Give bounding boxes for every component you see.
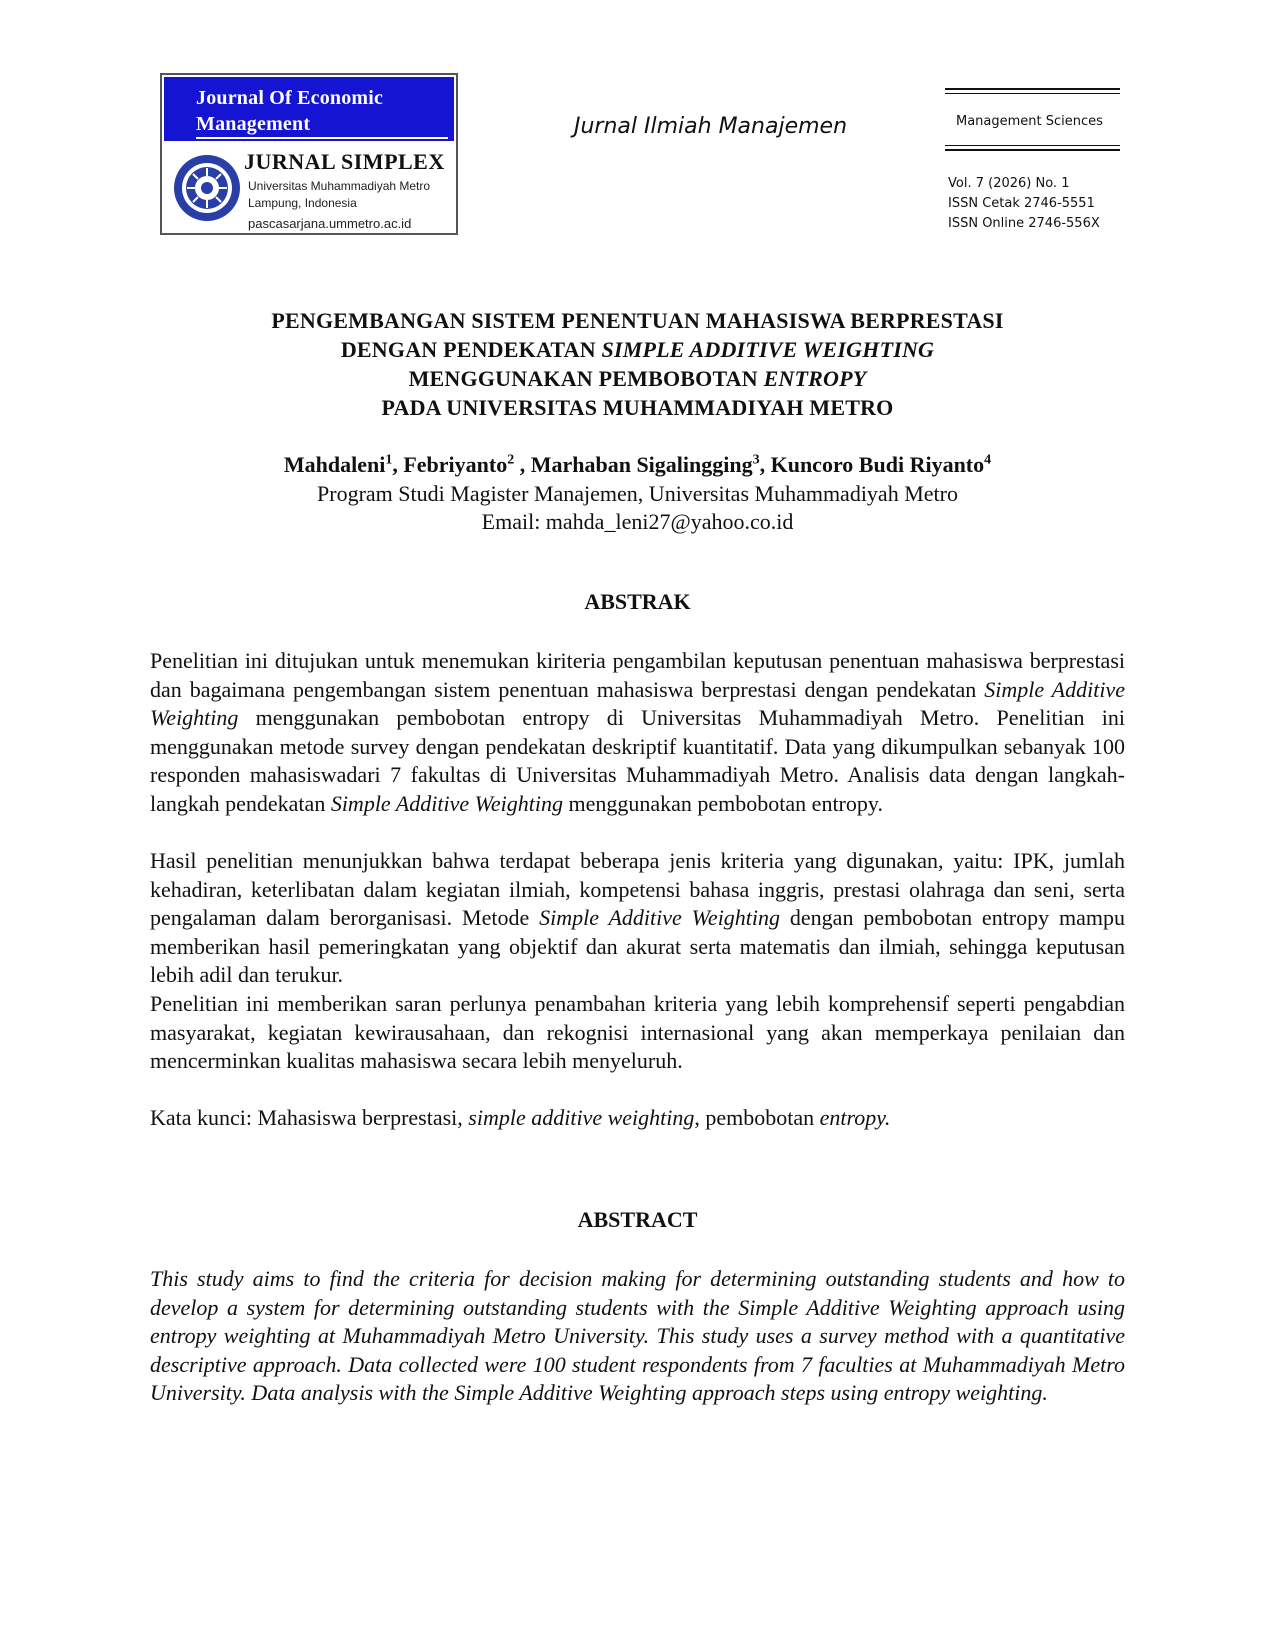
logo-website: pascasarjana.ummetro.ac.id <box>248 216 412 231</box>
logo-banner <box>164 77 454 141</box>
abstract-heading: ABSTRACT <box>577 1207 698 1232</box>
author-separator: , <box>759 452 771 477</box>
title-line4: PADA UNIVERSITAS MUHAMMADIYAH METRO <box>381 395 894 420</box>
issn-print: ISSN Cetak 2746-5551 <box>948 196 1095 211</box>
volume-number: Vol. 7 (2026) No. 1 <box>948 176 1070 191</box>
abstrak-text: menggunakan pembobotan entropy di Universitas Muhammadiyah Metro. Penelitian ini menggunakan metode survey dengan pendekatan deskriptif kuantitatif. Data yang dikumpulkan sebanyak 100 responden mahasiswadari 7 fakultas di Universitas Muhammadiyah Metro. Analisis data dengan langkah-langkah pendekatan <box>150 705 1125 816</box>
author-affiliation-mark: 4 <box>984 452 992 468</box>
title-line1: PENGEMBANGAN SISTEM PENENTUAN MAHASISWA BERPRESTASI <box>271 308 1004 333</box>
journal-field: Management Sciences <box>956 114 1103 129</box>
issn-online: ISSN Online 2746-556X <box>948 216 1100 231</box>
abstrak-italic: Simple Additive Weighting <box>330 790 564 816</box>
abstrak-italic: Simple Additive Weighting <box>150 676 1125 731</box>
abstrak-paragraph-1 <box>150 647 1125 819</box>
header-rule <box>945 93 1120 94</box>
keywords-text: Kata kunci: Mahasiswa berprestasi, <box>150 1105 469 1130</box>
affiliation-block <box>150 480 1125 536</box>
abstrak-heading: ABSTRAK <box>584 589 691 614</box>
abstract-paragraph: This study aims to find the criteria for decision making for determining outstanding students and how to develop a system for determining outstanding students with the Simple Additive Weighting approach using entropy weighting at Muhammadiyah Metro University. This study uses a survey method with a quantitative descriptive approach. Data collected were 100 student respondents from 7 faculties at Muhammadiyah Metro University. Data analysis with the Simple Additive Weighting approach steps using entropy weighting. <box>150 1266 1125 1406</box>
header-rule <box>945 149 1120 151</box>
abstrak-text: dengan pembobotan entropy mampu memberikan hasil pemeringkatan yang objektif dan akurat serta matematis dan ilmiah, sehingga keputusan lebih adil dan terukur. <box>150 905 1125 988</box>
logo-banner-line1: Journal Of Economic <box>196 87 384 109</box>
logo-banner-line2: Management <box>196 113 311 135</box>
author-email: Email: mahda_leni27@yahoo.co.id <box>481 509 794 534</box>
keywords-text: , pembobotan <box>694 1105 820 1130</box>
abstrak-text: Hasil penelitian menunjukkan bahwa terdapat beberapa jenis kriteria yang digunakan, yaitu: IPK, jumlah kehadiran, keterlibatan dalam kegiatan ilmiah, kompetensi bahasa inggris, prestasi olahraga dan seni, serta pengalaman dalam berorganisasi. Metode <box>150 848 1125 931</box>
logo-banner-underline <box>196 137 448 139</box>
author-name: Febriyanto <box>403 452 508 477</box>
abstrak-text: Penelitian ini ditujukan untuk menemukan kiriteria pengambilan keputusan penentuan mahasiswa berprestasi dan bagaimana pengembangan sistem penentuan mahasiswa berprestasi dengan pendekatan <box>150 648 1125 702</box>
university-seal-icon <box>172 153 242 223</box>
author-affiliation-mark: 1 <box>385 452 393 468</box>
title-line3 <box>150 364 1125 393</box>
author-affiliation-mark: 2 <box>507 452 515 468</box>
paper-title <box>150 306 1125 422</box>
keywords <box>150 1104 1125 1133</box>
affiliation: Program Studi Magister Manajemen, Universitas Muhammadiyah Metro <box>317 481 958 506</box>
header-rule <box>945 145 1120 146</box>
abstrak-italic: Simple Additive Weighting <box>539 905 781 931</box>
title-line2 <box>150 335 1125 364</box>
logo-university: Universitas Muhammadiyah Metro <box>248 179 431 193</box>
journal-logo <box>160 73 458 235</box>
author-name: Kuncoro Budi Riyanto <box>770 452 985 477</box>
author-name: Marhaban Sigalingging <box>530 452 753 477</box>
logo-journal-name: JURNAL SIMPLEX <box>244 149 445 174</box>
abstrak-paragraph-3: Penelitian ini memberikan saran perlunya penambahan kriteria yang lebih komprehensif seperti pengabdian masyarakat, kegiatan kewirausahaan, dan rekognisi internasional yang akan memperkaya penilaian dan mencerminkan kualitas mahasiswa secara lebih menyeluruh. <box>150 991 1125 1074</box>
logo-location: Lampung, Indonesia <box>248 196 357 210</box>
author-separator: , <box>392 452 404 477</box>
keywords-italic: entropy. <box>819 1105 891 1130</box>
header-rule <box>945 88 1120 90</box>
author-separator: , <box>514 452 531 477</box>
journal-name: Jurnal Ilmiah Manajemen <box>574 114 848 139</box>
title-line3-italic: ENTROPY <box>763 366 867 391</box>
author-name: Mahdaleni <box>283 452 386 477</box>
volume-info <box>948 174 1100 234</box>
title-line2-text: DENGAN PENDEKATAN <box>340 337 602 362</box>
abstrak-text: menggunakan pembobotan entropy. <box>563 790 883 816</box>
author-list <box>150 452 1125 478</box>
keywords-italic: simple additive weighting <box>468 1105 695 1130</box>
author-affiliation-mark: 3 <box>752 452 760 468</box>
title-line2-italic: SIMPLE ADDITIVE WEIGHTING <box>601 337 935 362</box>
abstrak-paragraph-2 <box>150 847 1125 990</box>
title-line3-text: MENGGUNAKAN PEMBOBOTAN <box>408 366 764 391</box>
